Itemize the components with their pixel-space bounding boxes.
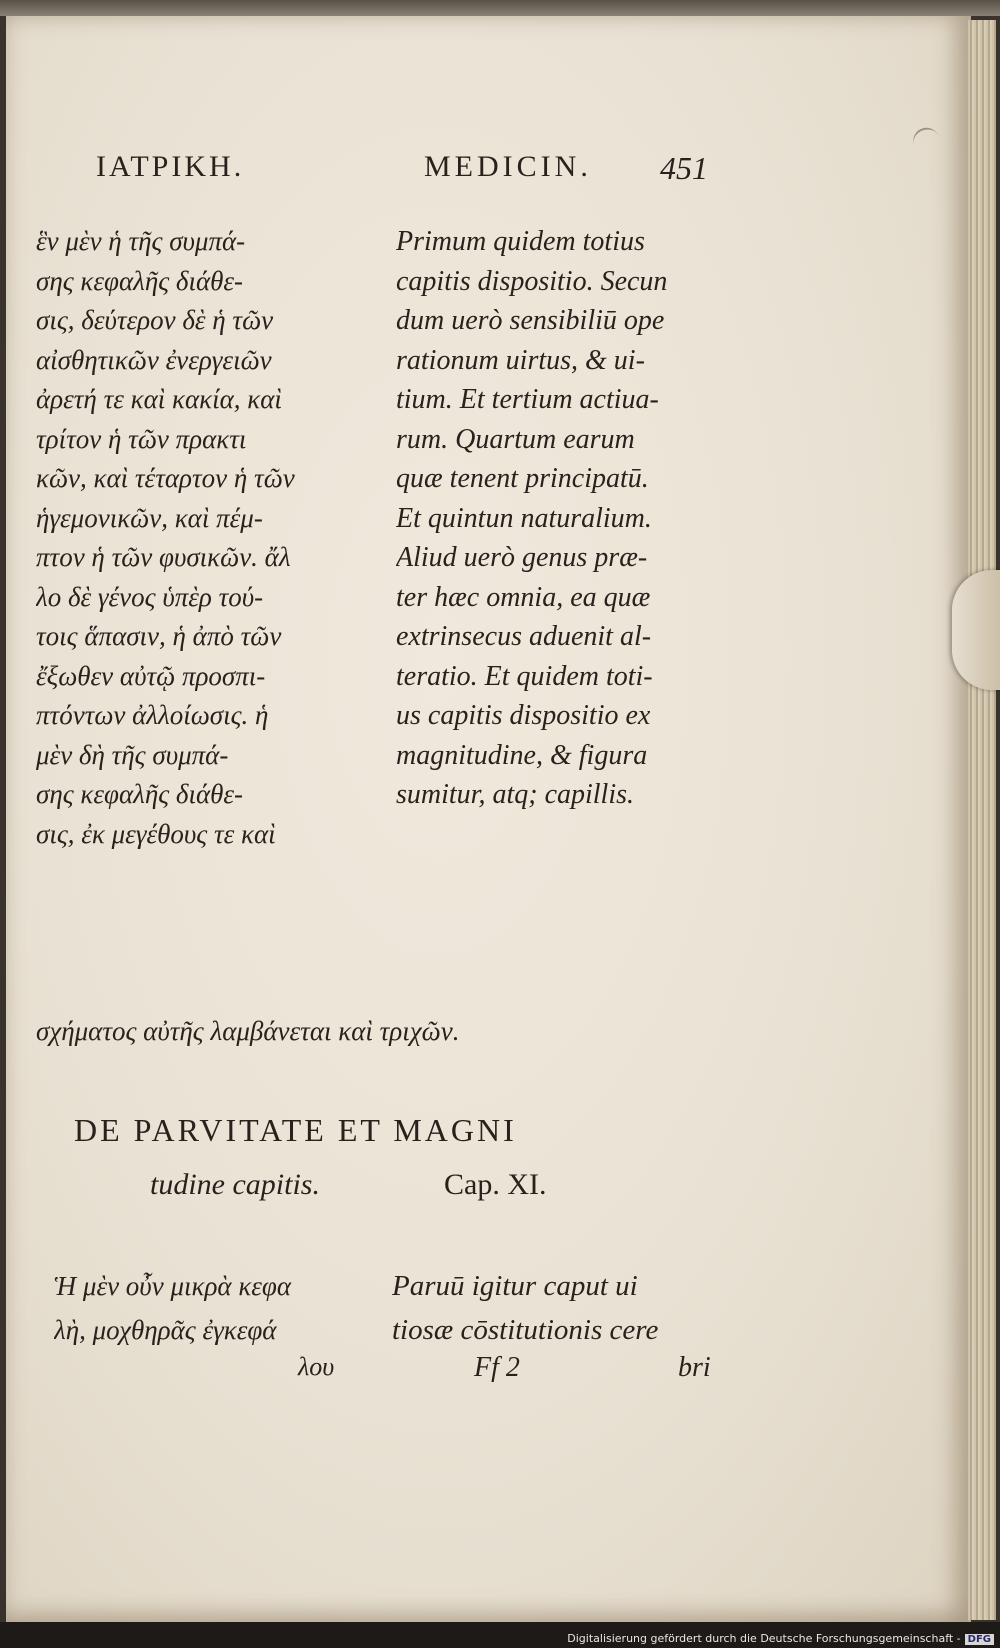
signature-mark: Ff 2 [474,1352,520,1383]
greek-line: μὲν δὴ τῆς συμπά- [36,739,229,770]
scan-top-edge [0,0,1000,16]
greek-line: ἀρετή τε καὶ κακία, καὶ [36,384,282,414]
greek-line: σης κεφαλῆς διάθε- [36,779,244,809]
latin-line: Primum quidem totius [396,226,645,257]
latin-text-column-2 [392,1264,742,1352]
chapter-number: Cap. XI. [444,1168,547,1201]
chapter-subtitle: tudine capitis. [150,1168,320,1201]
latin-line: rationum uirtus, & ui- [396,344,645,376]
greek-line: ἓν μὲν ἡ τῆς συμπά- [36,226,246,256]
folio-number: 451 [660,150,708,186]
greek-line: σις, ἐκ μεγέθους τε καὶ [36,818,276,849]
greek-line: πτόντων ἀλλοίωσις. ἡ [36,700,269,730]
latin-running-head: MEDICIN. [424,150,592,183]
chapter-title: DE PARVITATE ET MAGNI [74,1112,517,1148]
greek-running-head: ΙΑΤΡΙΚΗ. [96,150,245,183]
greek-line: λὴ, μοχθηρᾶς ἐγκεφά [54,1315,277,1345]
book-clasp [952,570,1000,690]
greek-catchword: λου [298,1352,335,1381]
dfg-logo: DFG [965,1634,994,1645]
latin-line: quæ tenent principatū. [396,463,649,494]
digitization-credit [567,1632,994,1645]
greek-tail-line: σχήματος αὐτῆς λαμβάνεται καὶ τριχῶν. [36,1016,460,1046]
greek-line: ἔξωθεν αὐτῷ προσπι- [36,660,266,691]
greek-line: κῶν, καὶ τέταρτον ἡ τῶν [36,463,295,493]
greek-line: πτον ἡ τῶν φυσικῶν. ἄλ [36,542,291,572]
latin-line: tiosæ cōstitutionis cere [392,1314,659,1346]
latin-catchword: bri [678,1352,711,1383]
greek-text-column-2 [54,1264,384,1352]
latin-line: us capitis dispositio ex [396,700,651,731]
latin-line: extrinsecus aduenit al- [396,621,652,652]
greek-line: λο δὲ γένος ὑπὲρ τού- [36,581,264,612]
latin-line: Paruū igitur caput ui [392,1270,638,1302]
page-fore-edge [968,20,996,1620]
latin-line: Aliud uerò genus præ- [396,542,648,573]
latin-line: ter hæc omnia, ea quæ [396,581,651,613]
latin-line: teratio. Et quidem toti- [396,660,653,692]
latin-line: Et quintun naturalium. [396,502,652,534]
latin-line: tium. Et tertium actiua- [396,384,659,415]
latin-line: capitis dispositio. Secun [396,265,668,297]
latin-line: magnitudine, & figura [396,739,648,771]
greek-text-column [36,222,376,854]
latin-line: dum uerò sensibiliū ope [396,305,665,336]
latin-line: rum. Quartum earum [396,423,635,455]
latin-text-column [396,222,741,815]
credit-text: Digitalisierung gefördert durch die Deutsche Forschungsgemeinschaft - [567,1632,961,1645]
greek-line: Ἡ μὲν οὖν μικρὰ κεφα [54,1271,292,1301]
greek-line: αἰσθητικῶν ἐνεργειῶν [36,344,272,375]
greek-line: ἡγεμονικῶν, καὶ πέμ- [36,502,263,533]
greek-line: τοις ἅπασιν, ἡ ἀπὸ τῶν [36,621,282,651]
greek-line: σης κεφαλῆς διάθε- [36,265,244,296]
latin-line: sumitur, atq; capillis. [396,779,635,810]
greek-line: σις, δεύτερον δὲ ἡ τῶν [36,305,274,335]
greek-line: τρίτον ἡ τῶν πρακτι [36,423,247,454]
